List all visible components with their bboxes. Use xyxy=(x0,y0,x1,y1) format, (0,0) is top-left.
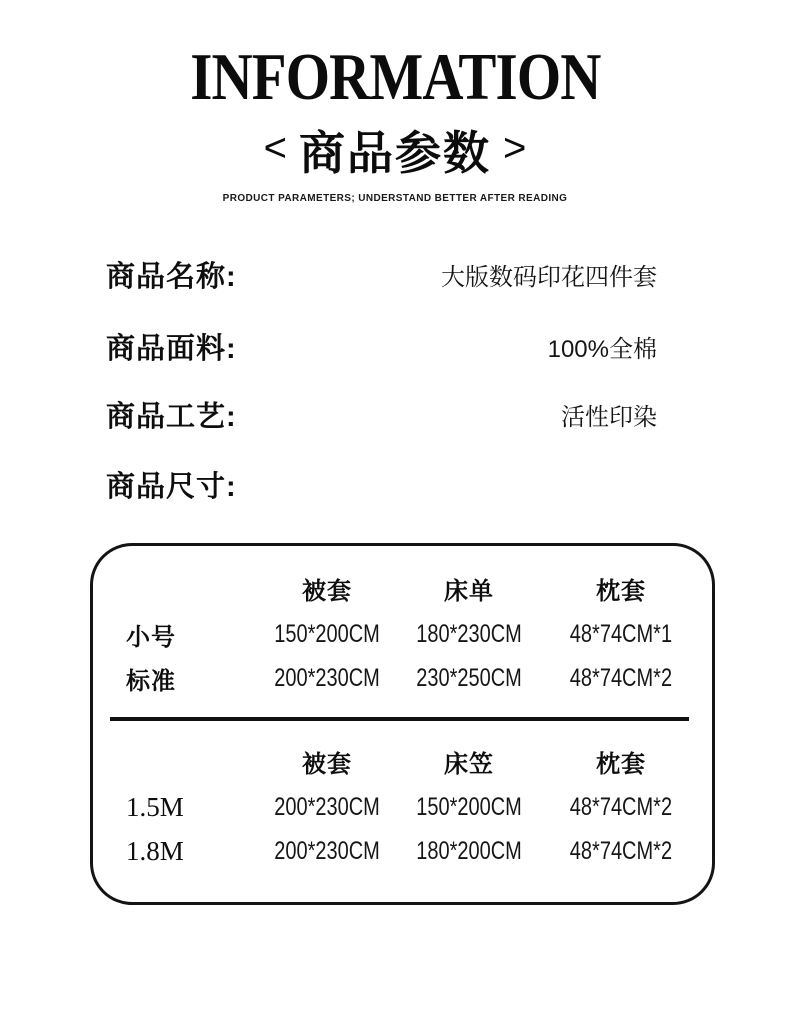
subtitle-english: PRODUCT PARAMETERS; UNDERSTAND BETTER AFTER READING xyxy=(222,193,568,204)
spec-label: 商品尺寸: xyxy=(106,470,237,503)
dimension-value: 200*230CM xyxy=(274,836,380,865)
dimension-value: 180*200CM xyxy=(416,836,522,865)
column-header-bed-sheet: 床单 xyxy=(444,577,494,605)
dimension-value: 150*200CM xyxy=(274,619,380,648)
dimension-value: 48*74CM*1 xyxy=(569,619,673,648)
spec-label: 商品面料: xyxy=(106,332,237,365)
right-angle-bracket: > xyxy=(503,125,527,170)
size-table-section-standard xyxy=(93,546,712,700)
row-label: 小号 xyxy=(126,623,176,651)
dimension-value: 150*200CM xyxy=(416,792,522,821)
spec-row-product-name xyxy=(106,256,657,292)
size-cell xyxy=(257,793,397,822)
dimension-value: 200*230CM xyxy=(274,792,380,821)
page-title-english xyxy=(0,40,790,114)
spec-label: 商品名称: xyxy=(106,260,237,293)
dimension-value: 48*74CM*2 xyxy=(569,836,673,865)
row-label: 1.5M xyxy=(126,791,184,822)
column-header-pillowcase: 枕套 xyxy=(596,750,646,778)
dimension-value: 200*230CM xyxy=(274,663,380,692)
spec-row-size xyxy=(106,466,657,502)
table-row-standard xyxy=(93,656,712,700)
size-table xyxy=(90,543,715,905)
spec-value: 大版数码印花四件套 xyxy=(441,263,657,291)
table-row-1-5m xyxy=(93,785,712,829)
column-header-pillowcase: 枕套 xyxy=(596,577,646,605)
size-cell xyxy=(541,664,701,693)
column-header-duvet-cover: 被套 xyxy=(302,577,352,605)
page-title-text: INFORMATION xyxy=(189,40,601,114)
spec-label: 商品工艺: xyxy=(106,400,237,433)
size-cell xyxy=(397,793,541,822)
dimension-value: 230*250CM xyxy=(416,663,522,692)
dimension-value: 180*230CM xyxy=(416,619,522,648)
left-angle-bracket: < xyxy=(263,125,287,170)
table-header-row xyxy=(93,737,712,785)
table-row-small xyxy=(93,612,712,656)
spec-row-fabric xyxy=(106,328,657,364)
size-cell xyxy=(397,620,541,649)
size-cell xyxy=(397,837,541,866)
row-label: 标准 xyxy=(126,667,176,695)
row-label: 1.8M xyxy=(126,835,184,866)
spec-value: 100%全棉 xyxy=(547,335,657,363)
size-cell xyxy=(541,793,701,822)
column-header-fitted-sheet: 床笠 xyxy=(444,750,494,778)
dimension-value: 48*74CM*2 xyxy=(569,792,673,821)
size-cell xyxy=(397,664,541,693)
spec-value: 活性印染 xyxy=(561,403,657,431)
table-row-1-8m xyxy=(93,829,712,873)
chinese-title-text: 商品参数 xyxy=(299,127,491,179)
spec-row-craft xyxy=(106,396,657,432)
size-cell xyxy=(257,620,397,649)
column-header-duvet-cover: 被套 xyxy=(302,750,352,778)
dimension-value: 48*74CM*2 xyxy=(569,663,673,692)
size-table-section-meter xyxy=(93,721,712,873)
table-header-row xyxy=(93,564,712,612)
size-cell xyxy=(257,664,397,693)
size-cell xyxy=(541,620,701,649)
size-cell xyxy=(541,837,701,866)
size-cell xyxy=(257,837,397,866)
page-title-chinese xyxy=(0,122,790,178)
